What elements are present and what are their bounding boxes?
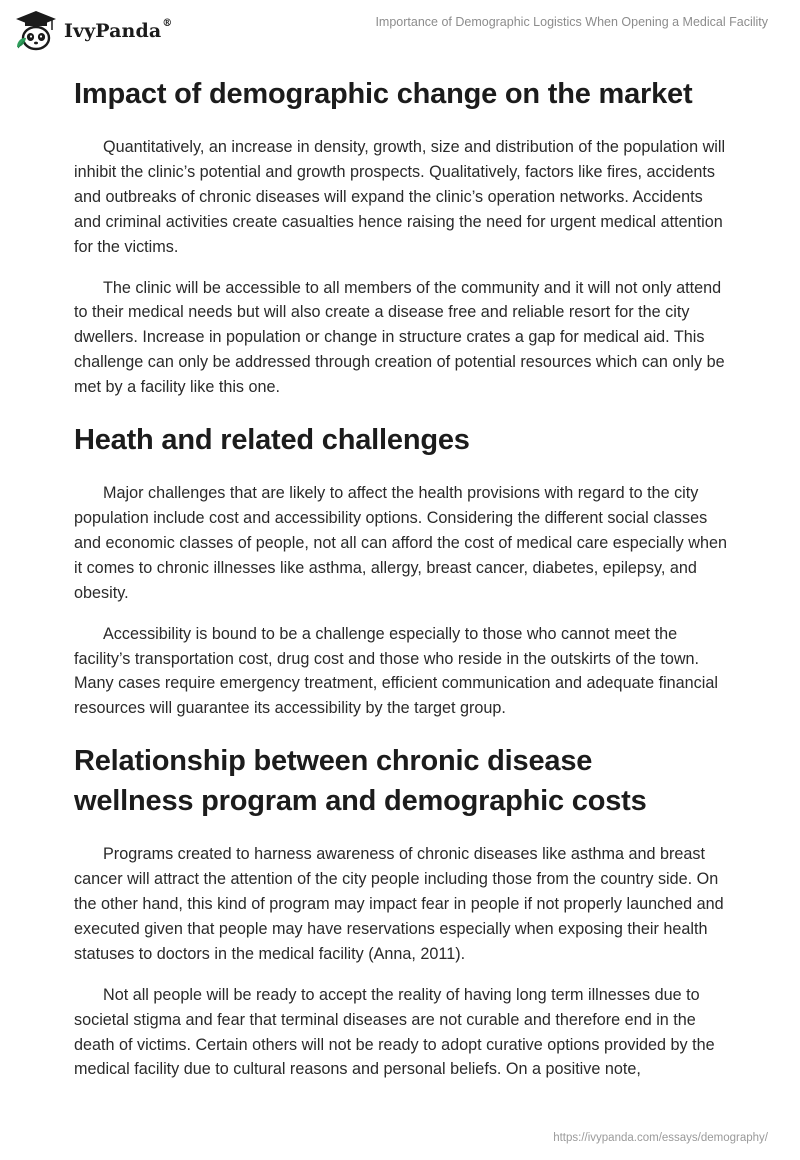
paragraph: Accessibility is bound to be a challenge especially to those who cannot meet the facility’s transportation cost, drug cost and those who reside in the outskirts of the town. Many cases require emergency treatment, efficient communication and adequate financial resources will guarantee its accessibility by the target group. (74, 624, 718, 718)
paragraph: Programs created to harness awareness of chronic diseases like asthma and breast cancer will attract the attention of the city people including those from the country side. On the other hand, this kind of program may impact fear in people if not properly launched and executed given that people may have reservations especially when exposing their health statuses to doctors in the medical facility (Anna, 2011). (74, 845, 724, 963)
registered-mark: ® (162, 18, 173, 29)
section-heading: Relationship between chronic disease wellness program and demographic costs (74, 745, 647, 818)
section-heading: Impact of demographic change on the market (74, 78, 693, 110)
paragraph: Quantitatively, an increase in density, growth, size and distribution of the population will inhibit the clinic’s potential and growth prospects. Qualitatively, factors like fires, accidents and outbreaks of chronic diseases will expand the clinic’s operation networks. Accidents and criminal activities create casualties hence raising the need for urgent medical attention for the victims. (74, 138, 726, 256)
paragraph: The clinic will be accessible to all members of the community and it will not only attend to their medical needs but will also create a disease free and reliable resort for the city dwellers. Increase in population or change in structure crates a gap for medical aid. This challenge can only be addressed through creation of potential resources which can only be met by a facility like this one. (74, 278, 725, 397)
ivypanda-logo[interactable] (14, 10, 172, 52)
source-url[interactable]: https://ivypanda.com/essays/demography/ (553, 1132, 768, 1144)
logo-text: IvyPanda® (64, 18, 173, 42)
page-header (0, 0, 800, 62)
document-title: Importance of Demographic Logistics When Opening a Medical Facility (375, 15, 768, 29)
panda-graduate-icon (14, 10, 58, 52)
paragraph: Major challenges that are likely to affect the health provisions with regard to the city population include cost and accessibility options. Considering the different social classes and economic classes of people, not all can afford the cost of medical care especially when it comes to chronic illnesses like asthma, allergy, breast cancer, diabetes, epilepsy, and obesity. (74, 484, 727, 602)
section-heading: Heath and related challenges (74, 424, 470, 457)
paragraph: Not all people will be ready to accept the reality of having long term illnesses due to societal stigma and fear that terminal diseases are not curable and therefore end in the death of victims. Certain others will not be ready to adopt curative options provided by the medical facility due to cultural reasons and personal beliefs. On a positive note, (74, 985, 715, 1079)
essay-content (74, 70, 734, 1082)
